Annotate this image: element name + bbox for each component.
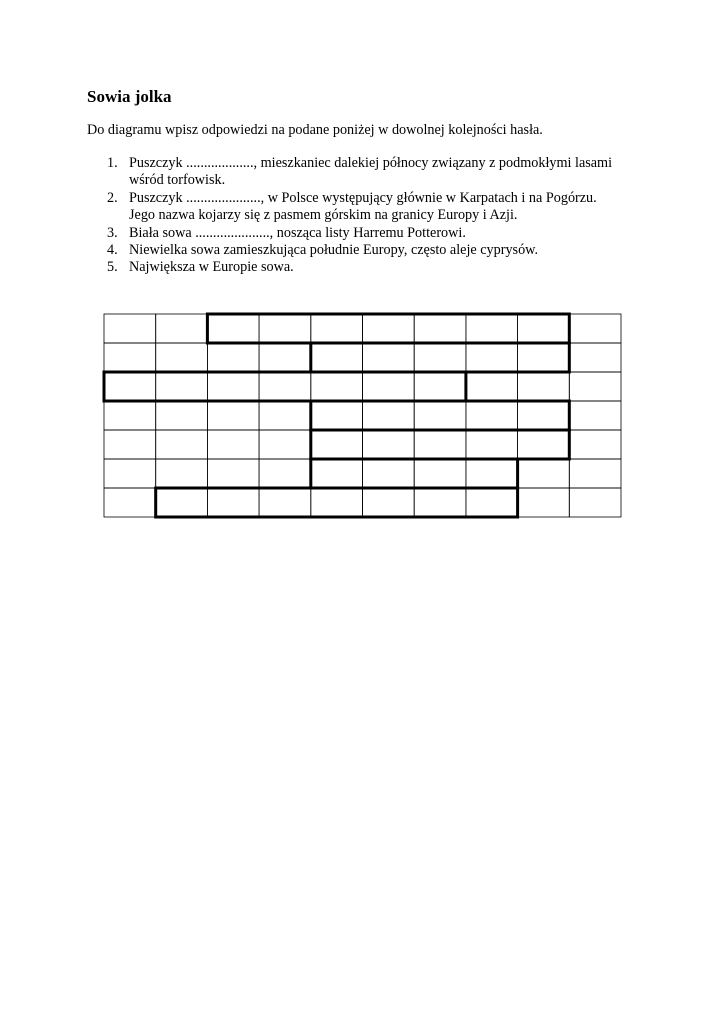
grid-cell[interactable]: [156, 401, 208, 430]
grid-cell[interactable]: [466, 488, 518, 517]
grid-cell[interactable]: [259, 488, 311, 517]
grid-cell[interactable]: [363, 372, 415, 401]
grid-cell[interactable]: [414, 401, 466, 430]
answer-slot-frame: [207, 314, 569, 343]
grid-cell[interactable]: [259, 401, 311, 430]
grid-cell[interactable]: [569, 372, 621, 401]
clue-text-line: Jego nazwa kojarzy się z pasmem górskim na granicy Europy i Azji.: [129, 207, 518, 224]
grid-cell[interactable]: [414, 343, 466, 372]
grid-cell[interactable]: [156, 372, 208, 401]
grid-cell[interactable]: [414, 314, 466, 343]
grid-cell[interactable]: [518, 488, 570, 517]
grid-cell[interactable]: [207, 372, 259, 401]
grid-cell[interactable]: [518, 314, 570, 343]
grid-cell[interactable]: [156, 488, 208, 517]
grid-cell[interactable]: [518, 430, 570, 459]
grid-cell[interactable]: [414, 430, 466, 459]
grid-cell[interactable]: [104, 430, 156, 459]
grid-cell[interactable]: [311, 401, 363, 430]
answer-slot-frame: [311, 401, 570, 430]
grid-cell[interactable]: [156, 430, 208, 459]
grid-cell[interactable]: [207, 343, 259, 372]
grid-cell[interactable]: [569, 401, 621, 430]
grid-cell[interactable]: [207, 401, 259, 430]
grid-cell[interactable]: [363, 314, 415, 343]
grid-cell[interactable]: [363, 430, 415, 459]
grid-cell[interactable]: [259, 343, 311, 372]
grid-cell[interactable]: [104, 372, 156, 401]
grid-cell[interactable]: [156, 343, 208, 372]
grid-cell[interactable]: [207, 488, 259, 517]
grid-cell[interactable]: [466, 372, 518, 401]
grid-cell[interactable]: [466, 430, 518, 459]
answer-slot-frame: [156, 488, 518, 517]
grid-cell[interactable]: [311, 314, 363, 343]
clue-number: 3.: [107, 224, 118, 241]
grid-cell[interactable]: [311, 430, 363, 459]
clue-number: 4.: [107, 242, 118, 259]
grid-cell[interactable]: [363, 343, 415, 372]
grid-cell[interactable]: [311, 459, 363, 488]
answer-slot-frame: [311, 343, 570, 372]
grid-cell[interactable]: [518, 459, 570, 488]
grid-cell[interactable]: [104, 459, 156, 488]
grid-cell[interactable]: [311, 343, 363, 372]
grid-cell[interactable]: [414, 372, 466, 401]
clue-text-line: Puszczyk ..................., mieszkaniec dalekiej północy związany z podmokłymi lasami: [129, 155, 613, 171]
grid-cell[interactable]: [466, 314, 518, 343]
grid-cell[interactable]: [259, 459, 311, 488]
grid-cell[interactable]: [207, 430, 259, 459]
grid-cell[interactable]: [414, 488, 466, 517]
grid-cell[interactable]: [311, 372, 363, 401]
grid-cell[interactable]: [104, 314, 156, 343]
clue-text-line: Biała sowa ....................., nosząca listy Harremu Potterowi.: [129, 224, 466, 241]
grid-cell[interactable]: [414, 459, 466, 488]
grid-cell[interactable]: [466, 459, 518, 488]
grid-cell[interactable]: [569, 343, 621, 372]
clue-number: 5.: [107, 259, 118, 276]
grid-cell[interactable]: [466, 343, 518, 372]
grid-cell[interactable]: [104, 343, 156, 372]
grid-cell[interactable]: [518, 372, 570, 401]
grid-cell[interactable]: [104, 488, 156, 517]
grid-cell[interactable]: [569, 430, 621, 459]
clue-number: 2.: [107, 189, 118, 206]
clue-number: 1.: [107, 155, 118, 171]
grid-cell[interactable]: [569, 488, 621, 517]
grid-cell[interactable]: [259, 372, 311, 401]
grid-cell[interactable]: [518, 343, 570, 372]
grid-cell[interactable]: [207, 314, 259, 343]
grid-cell[interactable]: [259, 430, 311, 459]
instruction-text: Do diagramu wpisz odpowiedzi na podane poniżej w dowolnej kolejności hasła.: [87, 122, 543, 138]
grid-cell[interactable]: [207, 459, 259, 488]
page-title: Sowia jolka: [87, 87, 172, 106]
grid-cell[interactable]: [466, 401, 518, 430]
clue-text-line: Puszczyk ....................., w Polsce występujący głównie w Karpatach i na Pogórzu.: [129, 189, 597, 206]
grid-cell[interactable]: [156, 459, 208, 488]
grid-cell[interactable]: [518, 401, 570, 430]
clue-text-line: Największa w Europie sowa.: [129, 259, 294, 276]
answer-slot-frame: [104, 372, 466, 401]
grid-cell[interactable]: [156, 314, 208, 343]
grid-cell[interactable]: [363, 459, 415, 488]
clue-text-line: wśród torfowisk.: [129, 172, 226, 189]
clue-text-line: Niewielka sowa zamieszkująca południe Europy, często aleje cyprysów.: [129, 242, 539, 259]
grid-cell[interactable]: [259, 314, 311, 343]
grid-cell[interactable]: [363, 488, 415, 517]
grid-cell[interactable]: [363, 401, 415, 430]
answer-slot-frame: [311, 430, 570, 459]
grid-cell[interactable]: [569, 459, 621, 488]
grid-cell[interactable]: [104, 401, 156, 430]
grid-cell[interactable]: [311, 488, 363, 517]
grid-cell[interactable]: [569, 314, 621, 343]
